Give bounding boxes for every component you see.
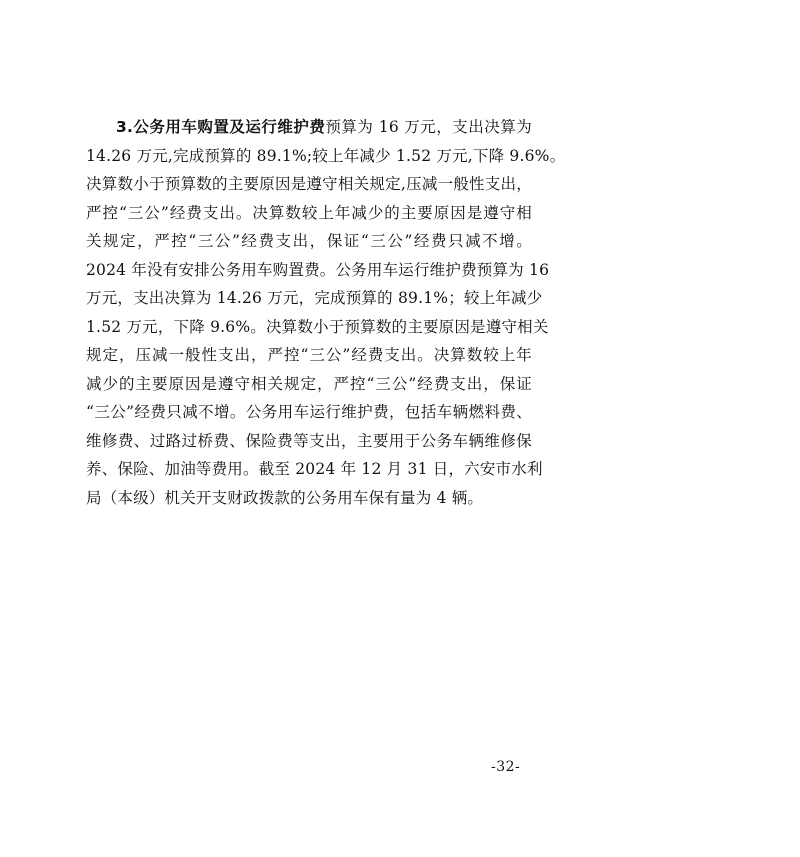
paragraph-line-8: 1.52 万元，下降 9.6%。决算数小于预算数的主要原因是遵守相关 bbox=[86, 317, 549, 336]
paragraph-line-6: 2024 年没有安排公务用车购置费。公务用车运行维护费预算为 16 bbox=[86, 260, 550, 279]
paragraph-line-13: 养、保险、加油等费用。截至 2024 年 12 月 31 日，六安市水利 bbox=[86, 460, 543, 478]
paragraph-line-4: 严控“三公”经费支出。决算数较上年减少的主要原因是遵守相 bbox=[86, 203, 532, 222]
paragraph-line-9: 规定，压减一般性支出，严控“三公”经费支出。决算数较上年 bbox=[86, 346, 532, 364]
paragraph-line-11: “三公”经费只减不增。公务用车运行维护费，包括车辆燃料费、 bbox=[86, 403, 532, 421]
paragraph-line-1-text: 预算为 16 万元，支出决算为 bbox=[325, 118, 532, 136]
page-number: -32- bbox=[491, 759, 521, 775]
paragraph-line-2: 14.26 万元,完成预算的 89.1%;较上年减少 1.52 万元,下降 9.6%。 bbox=[86, 146, 566, 165]
paragraph-line-14: 局（本级）机关开支财政拨款的公务用车保有量为 4 辆。 bbox=[86, 488, 484, 507]
section-heading: 3.公务用车购置及运行维护费 bbox=[116, 118, 326, 136]
paragraph-line-10: 减少的主要原因是遵守相关规定，严控“三公”经费支出，保证 bbox=[86, 374, 532, 393]
paragraph-line-3: 决算数小于预算数的主要原因是遵守相关规定,压减一般性支出， bbox=[86, 175, 532, 193]
paragraph-line-12: 维修费、过路过桥费、保险费等支出，主要用于公务车辆维修保 bbox=[86, 431, 532, 450]
paragraph-line-7: 万元，支出决算为 14.26 万元，完成预算的 89.1%；较上年减少 bbox=[86, 289, 543, 307]
paragraph-line-1 bbox=[86, 113, 532, 142]
section-body bbox=[86, 113, 566, 512]
paragraph-line-5: 关规定，严控“三公”经费支出，保证“三公”经费只减不增。 bbox=[86, 232, 532, 250]
